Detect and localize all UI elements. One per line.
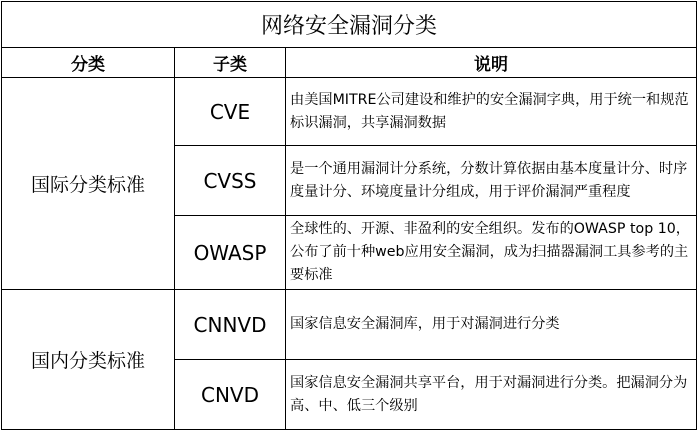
subcategory-owasp: OWASP xyxy=(175,216,286,290)
subcategory-cvss: CVSS xyxy=(175,146,286,216)
table-row xyxy=(2,290,697,360)
table-row xyxy=(2,78,697,146)
subcategory-cnvd: CNVD xyxy=(175,360,286,430)
description-cnnvd: 国家信息安全漏洞库，用于对漏洞进行分类 xyxy=(286,290,697,360)
category-domestic: 国内分类标准 xyxy=(2,290,175,430)
vulnerability-classification-table xyxy=(1,1,697,430)
header-subcategory: 子类 xyxy=(175,48,286,78)
description-cve: 由美国MITRE公司建设和维护的安全漏洞字典，用于统一和规范标识漏洞，共享漏洞数据 xyxy=(286,78,697,146)
description-cvss: 是一个通用漏洞计分系统，分数计算依据由基本度量计分、时序度量计分、环境度量计分组成，用于评价漏洞严重程度 xyxy=(286,146,697,216)
description-owasp: 全球性的、开源、非盈利的安全组织。发布的OWASP top 10，公布了前十种web应用安全漏洞，成为扫描器漏洞工具参考的主要标准 xyxy=(286,216,697,290)
header-category: 分类 xyxy=(2,48,175,78)
description-cnvd: 国家信息安全漏洞共享平台，用于对漏洞进行分类。把漏洞分为高、中、低三个级别 xyxy=(286,360,697,430)
subcategory-cve: CVE xyxy=(175,78,286,146)
header-description: 说明 xyxy=(286,48,697,78)
subcategory-cnnvd: CNNVD xyxy=(175,290,286,360)
table-title: 网络安全漏洞分类 xyxy=(2,2,697,48)
category-international: 国际分类标准 xyxy=(2,78,175,290)
